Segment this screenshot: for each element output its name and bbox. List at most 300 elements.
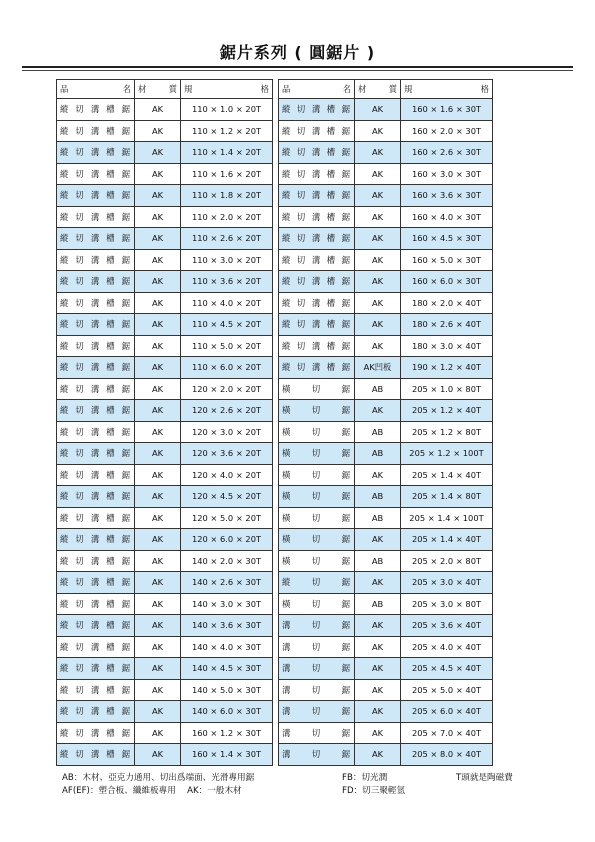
name-char: 橫 <box>282 426 292 437</box>
spec-cell: 110 × 3.6 × 20T <box>181 271 273 293</box>
spec-cell: 140 × 2.6 × 30T <box>181 572 273 594</box>
name-char: 溝 <box>90 641 101 652</box>
name-char: 鋸 <box>121 469 131 480</box>
name-char: 溝 <box>282 663 292 674</box>
name-char: 鋸 <box>121 448 131 459</box>
name-char: 鋸 <box>341 706 351 717</box>
product-name <box>60 555 131 567</box>
material-cell: AK <box>135 658 181 680</box>
table-row <box>279 443 493 465</box>
header-spec: 規 格 <box>181 80 273 99</box>
name-char: 切 <box>311 598 322 609</box>
name-char: 切 <box>75 577 85 588</box>
name-char: 鋸 <box>121 749 131 760</box>
spec-cell: 205 × 1.4 × 40T <box>401 529 493 551</box>
name-char: 鋸 <box>341 534 351 545</box>
name-char: 溝 <box>311 125 322 136</box>
name-char: 切 <box>296 362 307 373</box>
name-char: 縱 <box>60 362 70 373</box>
name-char: 縱 <box>282 147 292 158</box>
name-char: 縱 <box>282 362 292 373</box>
name-char: 縱 <box>60 706 70 717</box>
name-char: 橫 <box>282 383 292 394</box>
table-header-row <box>57 80 273 99</box>
name-char: 切 <box>296 190 307 201</box>
table-row <box>279 722 493 744</box>
material-cell: AK <box>135 636 181 658</box>
product-name <box>60 340 131 352</box>
table-row <box>57 443 273 465</box>
table-row <box>279 335 493 357</box>
spec-cell: 205 × 1.2 × 100T <box>401 443 493 465</box>
product-name <box>60 576 131 588</box>
material-cell: AK <box>135 507 181 529</box>
name-char: 槽 <box>326 233 337 244</box>
name-char: 鋸 <box>121 426 131 437</box>
name-char: 槽 <box>106 641 116 652</box>
name-char: 橫 <box>282 491 292 502</box>
product-name <box>60 727 131 739</box>
name-char: 鋸 <box>121 340 131 351</box>
name-char: 橫 <box>282 555 292 566</box>
name-char: 鋸 <box>341 340 351 351</box>
material-cell: AB <box>355 486 401 508</box>
table-row <box>57 185 273 207</box>
name-char: 鋸 <box>121 190 131 201</box>
material-cell: AK <box>135 142 181 164</box>
name-char: 縱 <box>282 190 292 201</box>
name-char: 槽 <box>106 491 116 502</box>
name-char: 鋸 <box>341 233 351 244</box>
name-char: 切 <box>75 706 85 717</box>
table-row <box>279 636 493 658</box>
spec-cell: 205 × 5.0 × 40T <box>401 679 493 701</box>
note-line-2: AF(EF)：塑合板、纖維板專用 AK：一般木材 <box>62 786 242 796</box>
name-char: 槽 <box>106 727 116 738</box>
product-name <box>282 533 351 545</box>
name-char: 切 <box>75 405 85 416</box>
name-char: 鋸 <box>121 512 131 523</box>
name-char: 縱 <box>60 684 70 695</box>
name-char: 縱 <box>282 233 292 244</box>
material-cell: AK <box>355 314 401 336</box>
name-char: 鋸 <box>341 104 351 115</box>
name-char: 切 <box>311 448 322 459</box>
product-name <box>60 662 131 674</box>
name-char: 溝 <box>90 383 101 394</box>
spec-cell: 160 × 4.0 × 30T <box>401 206 493 228</box>
table-row <box>279 464 493 486</box>
product-name <box>282 232 351 244</box>
name-char: 切 <box>311 405 322 416</box>
product-name-cell <box>279 636 355 658</box>
name-char: 切 <box>296 125 307 136</box>
table-row <box>279 185 493 207</box>
name-char: 槽 <box>106 254 116 265</box>
table-row <box>279 249 493 271</box>
spec-cell: 140 × 3.0 × 30T <box>181 593 273 615</box>
name-char: 溝 <box>90 211 101 222</box>
material-cell: AK <box>135 292 181 314</box>
material-cell: AB <box>355 378 401 400</box>
name-char: 切 <box>75 211 85 222</box>
name-char: 鋸 <box>341 469 351 480</box>
name-char: 鋸 <box>341 555 351 566</box>
spec-cell: 140 × 3.6 × 30T <box>181 615 273 637</box>
name-char: 切 <box>75 362 85 373</box>
material-cell: AK <box>355 658 401 680</box>
name-char: 縱 <box>282 254 292 265</box>
product-name <box>60 297 131 309</box>
spec-cell: 205 × 1.2 × 40T <box>401 400 493 422</box>
title-rule-thin <box>22 70 573 71</box>
name-char: 縱 <box>60 405 70 416</box>
product-name <box>60 426 131 438</box>
name-char: 縱 <box>60 620 70 631</box>
product-name-cell <box>279 400 355 422</box>
name-char: 槽 <box>106 448 116 459</box>
product-name-cell <box>279 572 355 594</box>
product-name <box>282 125 351 137</box>
spec-cell: 205 × 3.6 × 40T <box>401 615 493 637</box>
table-row <box>57 615 273 637</box>
name-char: 鋸 <box>121 663 131 674</box>
spec-cell: 110 × 1.8 × 20T <box>181 185 273 207</box>
name-char: 切 <box>75 641 85 652</box>
name-char: 溝 <box>90 469 101 480</box>
product-name <box>282 189 351 201</box>
name-char: 縱 <box>60 469 70 480</box>
table-row <box>279 271 493 293</box>
material-cell: AK <box>135 378 181 400</box>
product-name <box>60 619 131 631</box>
name-char: 槽 <box>106 190 116 201</box>
spec-cell: 140 × 6.0 × 30T <box>181 701 273 723</box>
material-cell: AK <box>135 249 181 271</box>
note-fd: FD：切三聚輕氫 <box>342 786 406 796</box>
name-char: 縱 <box>60 168 70 179</box>
name-char: 鋸 <box>341 641 351 652</box>
material-cell: AK <box>355 464 401 486</box>
name-char: 鋸 <box>121 727 131 738</box>
name-char: 溝 <box>311 233 322 244</box>
material-cell: AK <box>355 185 401 207</box>
product-name <box>282 555 351 567</box>
name-char: 切 <box>75 555 85 566</box>
spec-cell: 205 × 8.0 × 40T <box>401 744 493 766</box>
name-char: 切 <box>75 469 85 480</box>
product-name <box>60 125 131 137</box>
name-char: 溝 <box>90 512 101 523</box>
table-row <box>279 572 493 594</box>
product-name <box>60 404 131 416</box>
product-name-cell <box>57 572 135 594</box>
name-char: 溝 <box>282 749 292 760</box>
product-name-cell <box>279 249 355 271</box>
name-char: 槽 <box>106 534 116 545</box>
product-name-cell <box>279 378 355 400</box>
material-cell: AK <box>355 572 401 594</box>
material-cell: AK <box>135 99 181 121</box>
name-char: 槽 <box>326 168 337 179</box>
name-char: 縱 <box>60 426 70 437</box>
product-name-cell <box>57 163 135 185</box>
name-char: 切 <box>311 491 322 502</box>
product-name-cell <box>279 443 355 465</box>
name-char: 切 <box>75 512 85 523</box>
product-name-cell <box>57 486 135 508</box>
name-char: 溝 <box>90 534 101 545</box>
page-title: 鋸片系列 ( 圓鋸片 ) <box>219 43 376 62</box>
table-row <box>57 206 273 228</box>
material-cell: AK <box>355 529 401 551</box>
product-name <box>282 641 351 653</box>
material-cell: AK <box>355 99 401 121</box>
product-name <box>60 189 131 201</box>
name-char: 切 <box>311 469 322 480</box>
material-cell: AK <box>355 271 401 293</box>
material-cell: AK <box>135 185 181 207</box>
tip-note <box>456 772 513 785</box>
name-char: 縱 <box>60 125 70 136</box>
product-name <box>282 469 351 481</box>
name-char: 鋸 <box>121 555 131 566</box>
material-cell: AK <box>135 550 181 572</box>
product-name <box>282 662 351 674</box>
name-char: 溝 <box>90 663 101 674</box>
material-cell: AK <box>135 572 181 594</box>
name-char: 切 <box>311 512 322 523</box>
name-char: 切 <box>311 383 322 394</box>
product-name <box>60 383 131 395</box>
name-char: 槽 <box>106 340 116 351</box>
name-char: 槽 <box>106 405 116 416</box>
spec-cell: 140 × 4.0 × 30T <box>181 636 273 658</box>
product-name-cell <box>279 99 355 121</box>
table-row <box>279 400 493 422</box>
name-char: 槽 <box>326 104 337 115</box>
material-cell: AK <box>135 400 181 422</box>
name-char: 橫 <box>282 512 292 523</box>
product-name <box>282 426 351 438</box>
name-char: 鋸 <box>341 405 351 416</box>
name-char: 溝 <box>90 598 101 609</box>
material-cell: AB <box>355 550 401 572</box>
product-name <box>282 490 351 502</box>
product-name <box>282 576 351 588</box>
name-char: 切 <box>75 190 85 201</box>
name-char: 鋸 <box>341 577 351 588</box>
name-char: 槽 <box>326 319 337 330</box>
table-row <box>279 99 493 121</box>
material-cell: AK <box>355 292 401 314</box>
name-char: 溝 <box>90 362 101 373</box>
product-name-cell <box>279 206 355 228</box>
table-body-right <box>279 99 493 766</box>
name-char: 切 <box>311 426 322 437</box>
name-char: 溝 <box>311 211 322 222</box>
name-char: 溝 <box>311 340 322 351</box>
name-char: 槽 <box>106 555 116 566</box>
name-char: 縱 <box>282 125 292 136</box>
material-cell: AK凹板 <box>355 357 401 379</box>
name-char: 槽 <box>106 706 116 717</box>
name-char: 縱 <box>60 727 70 738</box>
product-name-cell <box>279 529 355 551</box>
product-name <box>282 404 351 416</box>
product-name-cell <box>57 593 135 615</box>
material-cell: AK <box>355 120 401 142</box>
material-cell: AK <box>355 722 401 744</box>
product-name-cell <box>57 228 135 250</box>
product-name <box>282 598 351 610</box>
material-cell: AK <box>135 357 181 379</box>
name-char: 鋸 <box>121 577 131 588</box>
spec-cell: 110 × 4.0 × 20T <box>181 292 273 314</box>
spec-cell: 180 × 3.0 × 40T <box>401 335 493 357</box>
name-char: 橫 <box>282 598 292 609</box>
spec-cell: 120 × 6.0 × 20T <box>181 529 273 551</box>
note-line-1: AB：木材、亞克力通用、切出爲端面、光滑專用鋸 <box>62 773 255 783</box>
material-cell: AK <box>355 679 401 701</box>
table-row <box>57 679 273 701</box>
spec-cell: 160 × 4.5 × 30T <box>401 228 493 250</box>
name-char: 縱 <box>282 297 292 308</box>
name-char: 縱 <box>60 254 70 265</box>
name-char: 鋸 <box>121 405 131 416</box>
product-name-cell <box>57 550 135 572</box>
name-char: 鋸 <box>341 512 351 523</box>
name-char: 縱 <box>60 147 70 158</box>
table-row <box>57 228 273 250</box>
name-char: 槽 <box>106 276 116 287</box>
name-char: 鋸 <box>341 211 351 222</box>
table-row <box>57 701 273 723</box>
name-char: 溝 <box>311 319 322 330</box>
finish-notes <box>342 772 405 798</box>
note-fb: FB：切光潤 <box>342 773 388 783</box>
table-row <box>57 99 273 121</box>
name-char: 切 <box>75 448 85 459</box>
name-char: 鋸 <box>341 448 351 459</box>
name-char: 切 <box>311 534 322 545</box>
name-char: 切 <box>311 555 322 566</box>
spec-cell: 205 × 4.0 × 40T <box>401 636 493 658</box>
product-name-cell <box>57 271 135 293</box>
product-name-cell <box>279 292 355 314</box>
name-char: 切 <box>75 620 85 631</box>
name-char: 溝 <box>90 684 101 695</box>
material-cell: AK <box>135 593 181 615</box>
name-char: 溝 <box>282 727 292 738</box>
name-char: 切 <box>296 233 307 244</box>
name-char: 鋸 <box>121 104 131 115</box>
product-name-cell <box>279 357 355 379</box>
product-name <box>282 254 351 266</box>
material-cell: AK <box>135 271 181 293</box>
name-char: 鋸 <box>121 362 131 373</box>
product-name <box>282 211 351 223</box>
name-char: 鋸 <box>121 534 131 545</box>
name-char: 切 <box>311 577 322 588</box>
product-name <box>60 533 131 545</box>
name-char: 切 <box>75 340 85 351</box>
product-name <box>60 146 131 158</box>
product-name <box>60 705 131 717</box>
table-row <box>57 400 273 422</box>
name-char: 溝 <box>90 254 101 265</box>
product-name <box>282 318 351 330</box>
header-name: 品 名 <box>279 80 355 99</box>
name-char: 槽 <box>326 254 337 265</box>
name-char: 縱 <box>282 276 292 287</box>
table-row <box>279 163 493 185</box>
note-t-head: T頭就是陶磁費 <box>456 773 513 783</box>
product-name-cell <box>57 722 135 744</box>
name-char: 鋸 <box>121 641 131 652</box>
name-char: 切 <box>75 297 85 308</box>
table-row <box>279 593 493 615</box>
spec-cell: 110 × 5.0 × 20T <box>181 335 273 357</box>
name-char: 縱 <box>60 448 70 459</box>
product-name-cell <box>279 701 355 723</box>
spec-cell: 160 × 3.0 × 30T <box>401 163 493 185</box>
name-char: 縱 <box>60 104 70 115</box>
product-name <box>60 447 131 459</box>
name-char: 溝 <box>90 340 101 351</box>
name-char: 切 <box>75 254 85 265</box>
spec-table-left <box>56 79 273 766</box>
product-name-cell <box>57 529 135 551</box>
spec-cell: 110 × 2.0 × 20T <box>181 206 273 228</box>
name-char: 鋸 <box>121 233 131 244</box>
table-row <box>279 421 493 443</box>
spec-cell: 205 × 1.0 × 80T <box>401 378 493 400</box>
name-char: 溝 <box>90 190 101 201</box>
spec-cell: 110 × 3.0 × 20T <box>181 249 273 271</box>
name-char: 溝 <box>311 276 322 287</box>
name-char: 切 <box>75 276 85 287</box>
name-char: 切 <box>311 641 322 652</box>
product-name <box>282 103 351 115</box>
product-name <box>60 598 131 610</box>
spec-cell: 160 × 1.2 × 30T <box>181 722 273 744</box>
name-char: 鋸 <box>341 598 351 609</box>
material-cell: AK <box>355 228 401 250</box>
spec-cell: 160 × 3.6 × 30T <box>401 185 493 207</box>
name-char: 槽 <box>106 512 116 523</box>
name-char: 溝 <box>90 147 101 158</box>
name-char: 槽 <box>106 319 116 330</box>
product-name-cell <box>279 228 355 250</box>
product-name-cell <box>57 142 135 164</box>
name-char: 縱 <box>60 577 70 588</box>
name-char: 鋸 <box>121 706 131 717</box>
name-char: 縱 <box>60 555 70 566</box>
table-row <box>279 507 493 529</box>
spec-cell: 190 × 1.2 × 40T <box>401 357 493 379</box>
name-char: 鋸 <box>341 190 351 201</box>
name-char: 切 <box>75 383 85 394</box>
name-char: 槽 <box>106 168 116 179</box>
material-cell: AK <box>135 529 181 551</box>
name-char: 鋸 <box>341 684 351 695</box>
spec-cell: 110 × 1.0 × 20T <box>181 99 273 121</box>
name-char: 縱 <box>60 276 70 287</box>
material-cell: AK <box>135 314 181 336</box>
product-name-cell <box>279 314 355 336</box>
table-row <box>279 615 493 637</box>
